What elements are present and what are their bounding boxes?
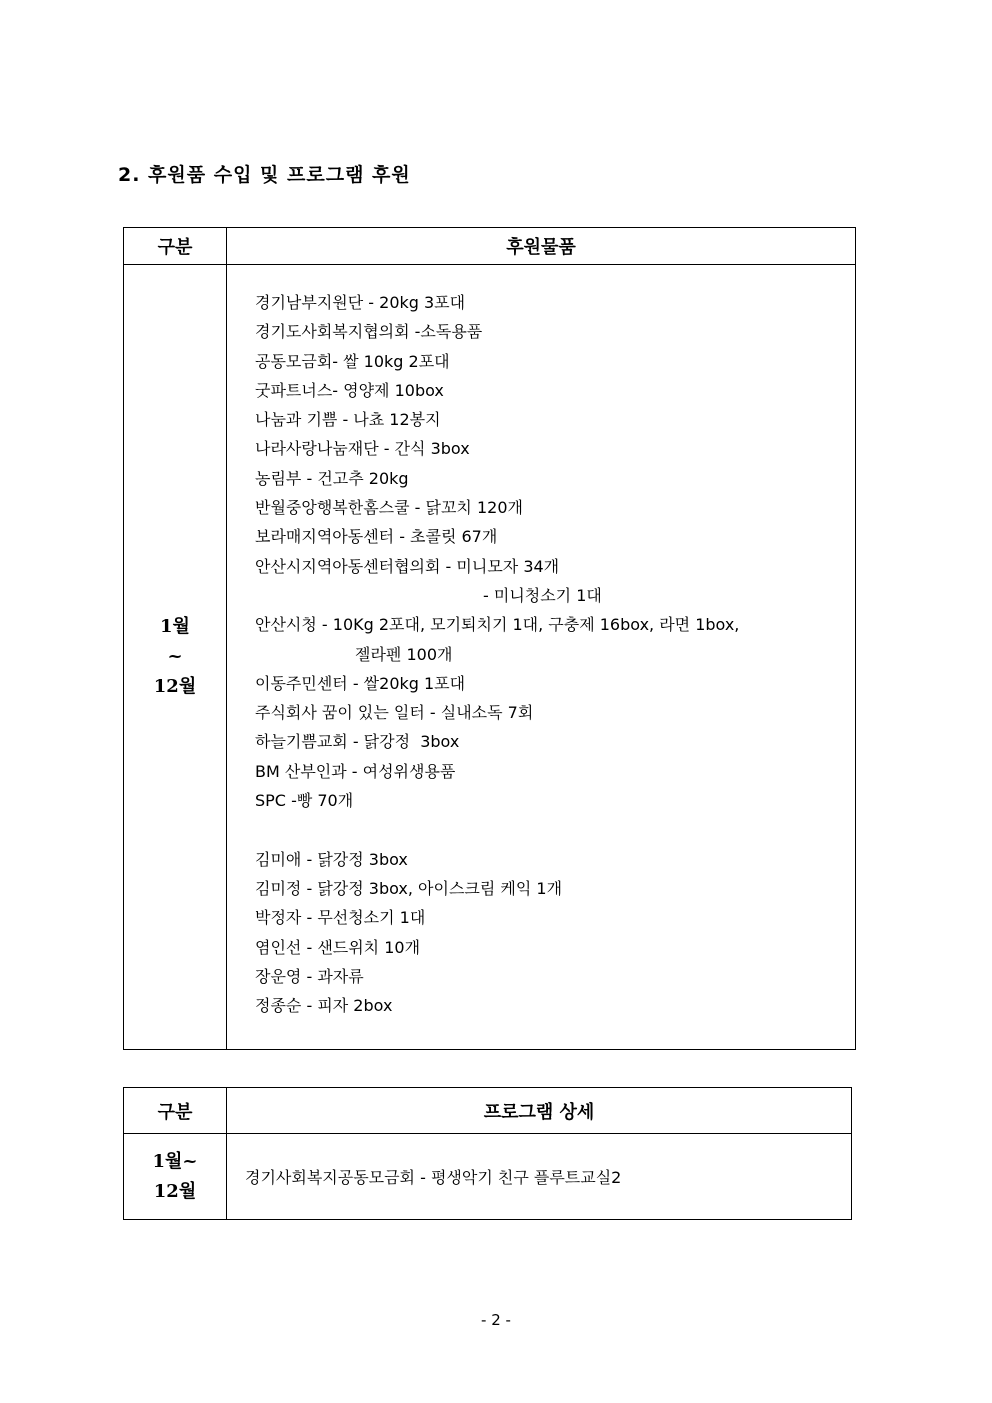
donated-goods-cell (227, 265, 856, 1050)
list-item: BM 산부인과 - 여성위생용품 (255, 761, 456, 781)
list-item: 공동모금회- 쌀 10kg 2포대 (255, 351, 450, 371)
list-item: 경기남부지원단 - 20kg 3포대 (255, 293, 466, 312)
list-item: 염인선 - 샌드위치 10개 (255, 937, 421, 957)
list-item: 나눔과 기쁨 - 나쵸 12봉지 (255, 410, 441, 430)
list-spacer (255, 815, 855, 844)
header-category: 구분 (124, 1088, 227, 1134)
list-item: 굿파트너스- 영양제 10box (255, 380, 444, 400)
list-item: 정종순 - 피자 2box (255, 996, 393, 1016)
list-item: 농림부 - 건고추 20kg (255, 468, 409, 488)
list-item: 반월중앙행복한홈스쿨 - 닭꼬치 120개 (255, 498, 523, 518)
header-category: 구분 (124, 228, 227, 265)
list-item: 주식회사 꿈이 있는 일터 - 실내소독 7회 (255, 703, 534, 723)
list-item: 김미애 - 닭강정 3box (255, 849, 408, 869)
page-number: - 2 - (481, 1311, 511, 1329)
period-start: 1월 (160, 616, 190, 637)
period-end: 12월 (153, 676, 197, 697)
list-item: 박정자 - 무선청소기 1대 (255, 908, 426, 928)
header-program-detail: 프로그램 상세 (227, 1088, 852, 1134)
list-item: 장운영 - 과자류 (255, 966, 364, 986)
period-start: 1월~ (152, 1150, 198, 1172)
list-item: 경기도사회복지협의회 -소독용품 (255, 322, 483, 342)
list-item: 이동주민센터 - 쌀20kg 1포대 (255, 673, 466, 693)
period-cell (124, 265, 227, 1050)
list-item: SPC -빵 70개 (255, 791, 354, 811)
program-table (123, 1087, 852, 1220)
list-item-continuation: 젤라펜 100개 (355, 644, 453, 664)
list-item-continuation: - 미니청소기 1대 (483, 585, 602, 605)
table-header-row (124, 1088, 852, 1134)
period-cell (124, 1134, 227, 1220)
list-item: 나라사랑나눔재단 - 간식 3box (255, 439, 470, 459)
list-item: 안산시청 - 10Kg 2포대, 모기퇴치기 1대, 구충제 16box, 라면 1box, (255, 615, 740, 635)
period-tilde: ~ (167, 646, 183, 667)
header-donated-goods: 후원물품 (227, 228, 856, 265)
table-row (124, 1134, 852, 1220)
program-detail-cell: 경기사회복지공동모금회 - 평생악기 친구 플루트교실2 (227, 1134, 852, 1220)
donated-goods-table (123, 227, 856, 1050)
list-item: 하늘기쁨교회 - 닭강정 3box (255, 732, 460, 752)
section-title: 2. 후원품 수입 및 프로그램 후원 (118, 164, 411, 186)
table-header-row (124, 228, 856, 265)
table-row (124, 265, 856, 1050)
list-item: 김미정 - 닭강정 3box, 아이스크림 케익 1개 (255, 878, 563, 898)
list-item: 보라매지역아동센터 - 초콜릿 67개 (255, 527, 498, 547)
donated-goods-list (227, 265, 855, 1020)
list-item: 안산시지역아동센터협의회 - 미니모자 34개 (255, 556, 560, 576)
period-end: 12월 (153, 1180, 197, 1202)
